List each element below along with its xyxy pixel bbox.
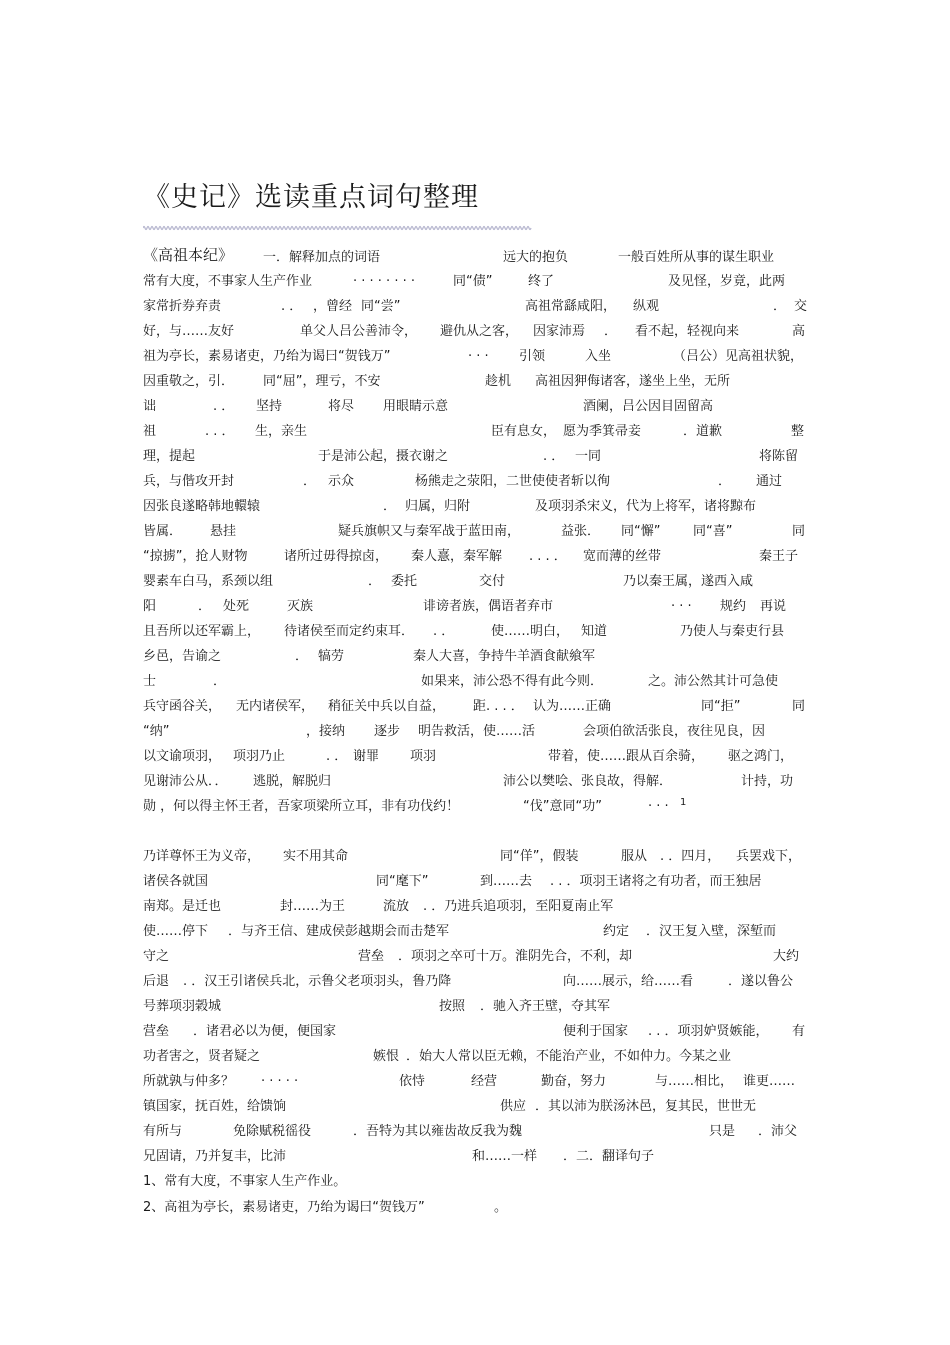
text-segment: . ．汉王引诸侯兵北，示鲁父老项羽头，鲁乃降 [183,974,452,989]
text-segment: . . ．项羽王诸将之有功者，而王独居 [550,874,762,889]
text-segment: 以文谕项羽， [143,749,222,764]
text-segment: 兵守函谷关， [143,699,222,714]
text-segment: 引领 [519,349,546,364]
text-line [143,870,808,890]
text-line [143,570,808,590]
text-segment: 及见怪，岁竟，此两 [668,274,786,289]
text-segment: ．汉王复入壁，深堑而 [646,924,777,939]
text-segment: 兵罢戏下， [736,849,802,864]
text-line [143,745,808,765]
text-segment: 与……相比， [655,1074,734,1089]
text-segment: 归属，归附 [405,499,471,514]
text-segment: 逐步 [374,724,401,739]
text-line [143,945,808,965]
text-segment: 后退 [143,974,170,989]
text-segment: 且吾所以还军霸上， [143,624,261,639]
text-line [143,920,808,940]
text-segment: . . . . . [261,1070,299,1085]
text-segment: ．诸君必以为便，便国家 [193,1024,337,1039]
text-line [143,270,808,290]
text-segment: ． [213,674,227,689]
text-segment: 使……明白， [491,624,570,639]
text-segment: 嫉恨 [373,1049,400,1064]
document-title: 《史记》选读重点词句整理 [143,182,479,213]
text-segment: . ．四月， [660,849,721,864]
text-segment: 待诸侯至而定约束耳． [284,624,415,639]
text-segment: ．项羽之卒可十万。淮阴先合，不利，却 [398,949,633,964]
text-segment: 。 [494,1200,508,1215]
text-line [143,1120,808,1140]
text-segment: 灭族 [287,599,314,614]
text-segment: ． [718,474,732,489]
text-segment: 愿为季箕帚妾 [563,424,642,439]
text-segment: 只是 [709,1124,736,1139]
text-segment: 便利于国家 [563,1024,629,1039]
text-segment: 同“尝” [361,299,401,314]
text-segment: 趁机 [485,374,512,389]
text-segment: 到……去 [480,874,533,889]
text-segment: 逃脱，解脱归 [253,774,332,789]
text-segment: ．始大人常以臣无赖，不能治产业，不如仲力。今某之业 [406,1049,732,1064]
text-segment: 单父人吕公善沛令， [300,324,418,339]
text-segment: 诸侯各就国 [143,874,209,889]
text-segment: 南郑。是迁也 [143,899,222,914]
text-segment: 同“麾下” [376,874,429,889]
text-segment: 勋 ，何以得主怀王者，吾家项梁所立耳，非有功伐约！ [143,799,460,814]
text-segment: . ． [326,749,348,764]
text-segment: 号葬项羽榖城 [143,999,222,1014]
text-segment: 1 [680,797,687,808]
text-segment: 实不用其命 [283,849,349,864]
text-segment: ．遂以鲁公 [728,974,794,989]
text-segment: 镇国家，抚百姓，给馈饷 [143,1099,287,1114]
text-segment: 益张． [561,524,601,539]
text-segment: 供应 [500,1099,527,1114]
text-segment: 依恃 [399,1074,426,1089]
text-segment: ． [295,649,309,664]
text-segment: ．吾特为其以雍齿故反我为魏 [353,1124,523,1139]
text-segment: ．驰入齐王壁，夺其军 [480,999,611,1014]
text-segment: 入坐 [585,349,612,364]
text-segment: . . . [671,595,692,610]
text-line [143,295,808,315]
text-segment: 按照 [439,999,466,1014]
text-line [143,545,808,565]
text-segment: 祖为亭长，素易诸吏，乃绐为谒曰“贺钱万” [143,349,391,364]
text-segment: 诸所过毋得掠卤， [284,549,389,564]
text-segment: 免除赋税徭役 [233,1124,312,1139]
text-segment: 之。沛公然其计可急使 [648,674,779,689]
text-segment: 诎 [143,399,157,414]
text-segment: ．道歉 [683,424,723,439]
text-segment: 酒阑，吕公因目固留高 [583,399,714,414]
text-segment: 交付 [479,574,506,589]
text-segment: 所就孰与仲多？ [143,1074,235,1089]
text-segment: ． [368,574,382,589]
text-segment: 有所与 [143,1124,183,1139]
text-segment: 规约 [720,599,747,614]
text-segment: “掠掳”，抢人财物 [143,549,248,564]
text-segment: “伐”意同“功” [523,799,602,814]
text-segment: 认为……正确 [533,699,612,714]
text-segment: 同“喜” [693,524,733,539]
text-segment: . ． [281,299,303,314]
text-segment: 兄固请，乃并复丰，比沛 [143,1149,287,1164]
text-segment: . ． [433,624,455,639]
text-line [143,1145,808,1165]
text-segment: 《高祖本纪》 [143,246,234,264]
text-segment: 营垒 [143,1024,170,1039]
text-segment: ．其以沛为朕汤沐邑，复其民，世世无 [535,1099,757,1114]
text-segment: 示众 [328,474,355,489]
text-segment: 沛公以樊哙、张良故，得解． [503,774,673,789]
text-line [143,520,808,540]
text-segment: 宽而薄的丝带 [583,549,662,564]
text-segment: ． [773,299,787,314]
text-segment: 诽谤者族，偶语者弃市 [423,599,554,614]
text-line [143,320,808,340]
text-line [143,345,808,365]
text-segment: 流放 [383,899,410,914]
text-segment: 2、高祖为亭长，素易诸吏，乃绐为谒曰“贺钱万” [143,1200,425,1215]
text-segment: . . . [468,345,489,360]
text-segment: 和……一样 [472,1149,538,1164]
text-segment: 悬挂 [210,524,237,539]
text-segment: 常有大度，不事家人生产作业 [143,274,313,289]
text-segment: 兵，与偕攻开封 [143,474,235,489]
text-segment: 稍征关中兵以自益， [328,699,446,714]
text-segment: 1、常有大度，不事家人生产作业。 [143,1174,347,1189]
text-segment: 于是沛公起，摄衣谢之 [318,449,449,464]
text-segment: . ．乃进兵追项羽，至阳夏南止军 [423,899,614,914]
text-line [143,1070,808,1090]
text-line [143,395,808,415]
text-segment: 向……展示，给……看 [563,974,694,989]
text-line [143,845,808,865]
text-segment: 谢罪 [353,749,380,764]
text-line [143,420,808,440]
text-line [143,620,808,640]
text-segment: 将尽 [328,399,355,414]
text-segment: 一同 [575,449,602,464]
text-line [143,445,808,465]
text-line [143,1045,808,1065]
text-segment: 因家沛焉 [533,324,586,339]
text-segment: 勤奋，努力 [541,1074,607,1089]
text-segment: 婴素车白马，系颈以组 [143,574,274,589]
text-segment: . ． [543,449,565,464]
text-line [143,795,808,815]
text-segment: ．沛父 [758,1124,798,1139]
text-segment: ．与齐王信、建成侯彭越期会而击楚军 [228,924,450,939]
text-segment: 家常折券弃责 [143,299,222,314]
text-segment: “纳” [143,724,170,739]
text-segment: 用眼睛示意 [383,399,449,414]
text-segment: 乃以秦王属，遂西入咸 [623,574,754,589]
text-segment: 同 [792,524,806,539]
text-line [143,970,808,990]
text-segment: 服从 [621,849,648,864]
text-segment: . ． [213,399,235,414]
text-segment: ． [198,599,212,614]
text-line [143,246,808,266]
text-segment: 纵观 [633,299,660,314]
text-segment: 同“拒” [701,699,741,714]
text-segment: 臣有息女， [491,424,557,439]
text-segment: 再说 [760,599,787,614]
text-segment: 一般百姓所从事的谋生职业 [618,250,775,265]
text-segment: 见谢沛公从．． [143,774,228,789]
text-segment: 避仇从之客， [440,324,519,339]
text-segment: 乃使人与秦吏行县 [680,624,785,639]
text-segment: 疑兵旗帜又与秦军战于蓝田南， [338,524,521,539]
text-segment: 处死 [223,599,250,614]
text-segment: 知道 [581,624,608,639]
text-segment: 营垒 [358,949,385,964]
text-segment: 及项羽杀宋义，代为上将军，诸将黥布 [535,499,757,514]
text-segment: 一．解释加点的词语 [263,250,381,265]
text-segment: 带着，使……跟从百余骑， [548,749,705,764]
text-line [143,720,808,740]
text-line [143,670,808,690]
text-segment: 阳 [143,599,157,614]
text-line [143,495,808,515]
text-segment: 高 [792,324,806,339]
title-underline [143,224,533,232]
text-segment: 同 [792,699,806,714]
text-segment: 同“佯”，假装 [500,849,579,864]
text-segment: 秦人憙，秦军解 [411,549,503,564]
text-segment: 距. . . ． [473,699,524,714]
text-segment: 约定 [603,924,630,939]
text-line [143,1170,808,1190]
text-segment: 将陈留 [759,449,799,464]
text-segment: 秦人大喜，争持牛羊酒食献飨军 [413,649,596,664]
text-segment: 同“屈”，理亏，不安 [263,374,381,389]
text-segment: 同“懈” [621,524,661,539]
text-segment: 犒劳 [318,649,345,664]
text-segment: 因张良遂略韩地轘辕 [143,499,261,514]
text-segment: 终了 [528,274,555,289]
text-line [143,595,808,615]
text-segment: 好，与……友好 [143,324,235,339]
text-segment: 整 [791,424,805,439]
text-segment: ．二．翻译句子 [563,1149,655,1164]
text-segment: . . ．项羽妒贤嫉能， [648,1024,769,1039]
text-segment: . . . [648,795,669,810]
text-segment: 远大的抱负 [503,250,569,265]
text-segment: 看不起，轻视向来 [635,324,740,339]
text-segment: 功者害之，贤者疑之 [143,1049,261,1064]
text-line [143,1020,808,1040]
text-segment: （吕公）见高祖状貌， [673,349,804,364]
text-segment: 大约 [773,949,800,964]
text-segment: 同“债” [453,274,493,289]
text-segment: ． [303,474,317,489]
text-segment: 乃详尊怀王为义帝， [143,849,261,864]
text-segment: 乡邑，告谕之 [143,649,222,664]
text-segment: 项羽 [410,749,437,764]
text-segment: ． [604,324,618,339]
text-line [143,995,808,1015]
text-segment: 生，亲生 [255,424,308,439]
text-line [143,1095,808,1115]
text-segment: 明告救活，使……活 [418,724,536,739]
text-segment: 皆属． [143,524,183,539]
text-segment: 经营 [471,1074,498,1089]
text-segment: 封……为王 [280,899,346,914]
text-segment: 因重敬之，引． [143,374,235,389]
text-segment: 项羽乃止 [233,749,286,764]
text-line [143,645,808,665]
text-segment: 祖 [143,424,157,439]
text-segment: ． [383,499,397,514]
text-segment: 高祖因狎侮诸客，遂坐上坐，无所 [535,374,731,389]
text-segment: 秦王子 [759,549,799,564]
text-segment: 高祖常繇咸阳， [525,299,617,314]
text-segment: 无内诸侯军， [236,699,315,714]
text-segment: . . . . . . . . [353,270,415,285]
text-segment: 交 [794,299,808,314]
text-line [143,470,808,490]
text-line [143,695,808,715]
text-line [143,370,808,390]
text-segment: 计持，功 [741,774,794,789]
text-segment: 驱之鸿门， [728,749,794,764]
text-segment: 有 [792,1024,806,1039]
text-segment: ，接纳 [306,724,346,739]
text-segment: 如果来，沛公恐不得有此今则． [421,674,604,689]
text-segment: 士 [143,674,157,689]
text-line [143,770,808,790]
text-segment: 守之 [143,949,170,964]
text-segment: . . . ． [529,549,567,564]
text-segment: 使……停下 [143,924,209,939]
text-line [143,1196,808,1216]
text-segment: ，曾经 [313,299,353,314]
text-segment: 坚持 [256,399,283,414]
text-segment: 会项伯欲活张良，夜往见良，因 [583,724,766,739]
text-segment: 通过 [756,474,783,489]
text-segment: 理，提起 [143,449,196,464]
text-segment: 谁更…… [743,1074,796,1089]
text-segment: 委托 [391,574,418,589]
text-line [143,895,808,915]
text-segment: . . ． [205,424,235,439]
text-segment: 杨熊走之荥阳，二世使使者斩以徇 [415,474,611,489]
